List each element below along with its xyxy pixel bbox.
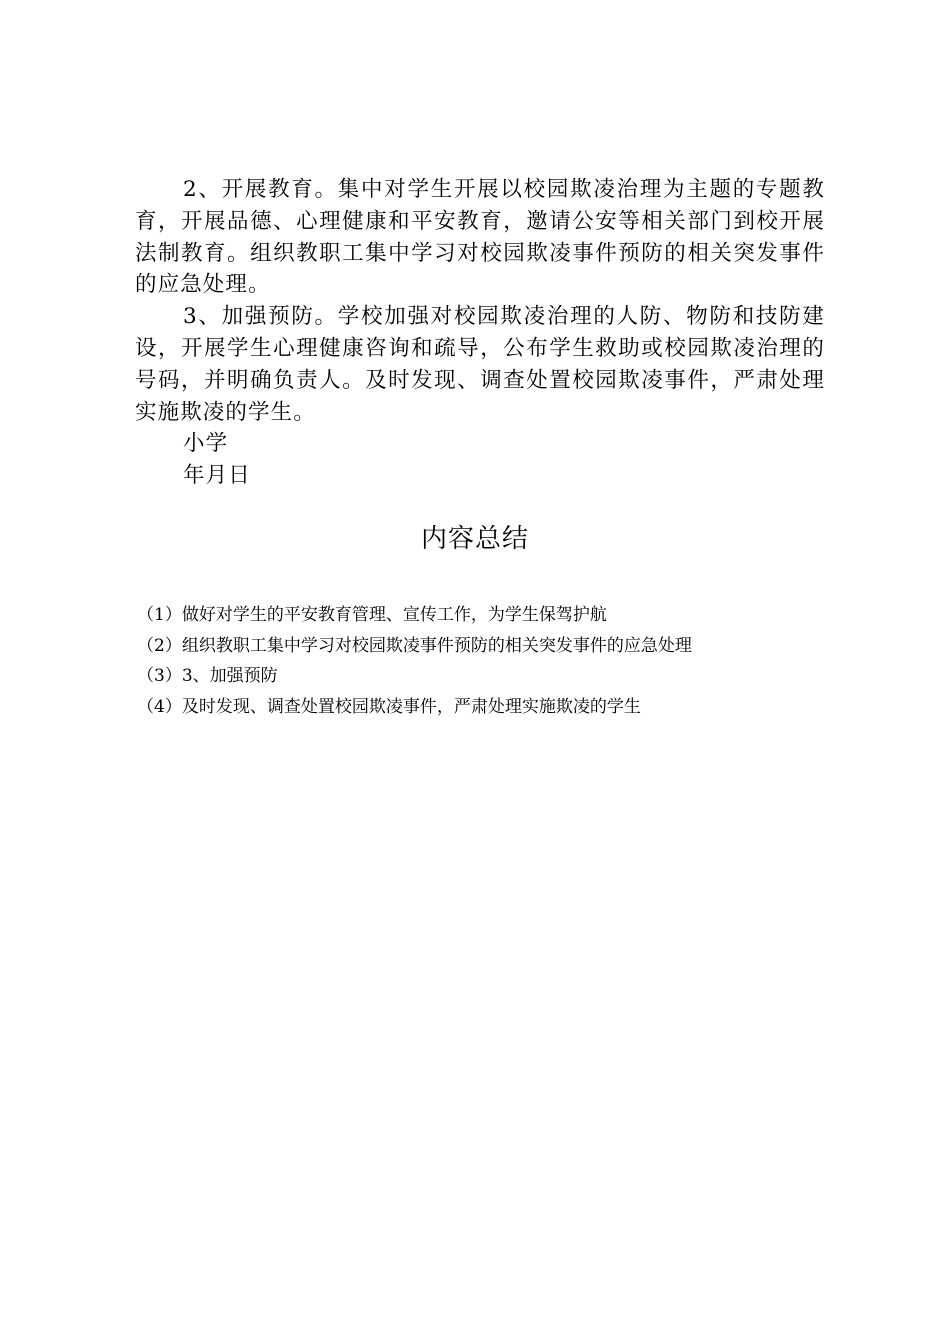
summary-item: （2）组织教职工集中学习对校园欺凌事件预防的相关突发事件的应急处理 (137, 635, 692, 656)
summary-list (137, 600, 857, 722)
document-body (135, 174, 871, 492)
summary-item: （3）3、加强预防 (137, 666, 278, 686)
summary-item: （1）做好对学生的平安教育管理、宣传工作，为学生保驾护航 (137, 605, 607, 625)
paragraph-prevention: 3、加强预防。学校加强对校园欺凌治理的人防、物防和技防建设，开展学生心理健康咨询和疏导，公布学生救助或校园欺凌治理的 号码，并明确负责人。及时发现、调查处置校园欺凌事件，严肃处理实施欺凌的学生。 (135, 304, 871, 425)
signature-date: 年月日 (183, 463, 251, 489)
summary-item: （4）及时发现、调查处置校园欺凌事件，严肃处理实施欺凌的学生 (137, 696, 641, 717)
paragraph-education: 2、开展教育。集中对学生开展以校园欺凌治理为主题的专题教育，开展品德、心理健康和平安教育，邀请公安等相关部门到校开展法制教育。组织教职工集中学习对校园欺凌事件预防的相关突发事件的应急处理。 (135, 177, 825, 298)
summary-title: 内容总结 (420, 524, 529, 554)
signature-school: 小学 (183, 431, 229, 457)
